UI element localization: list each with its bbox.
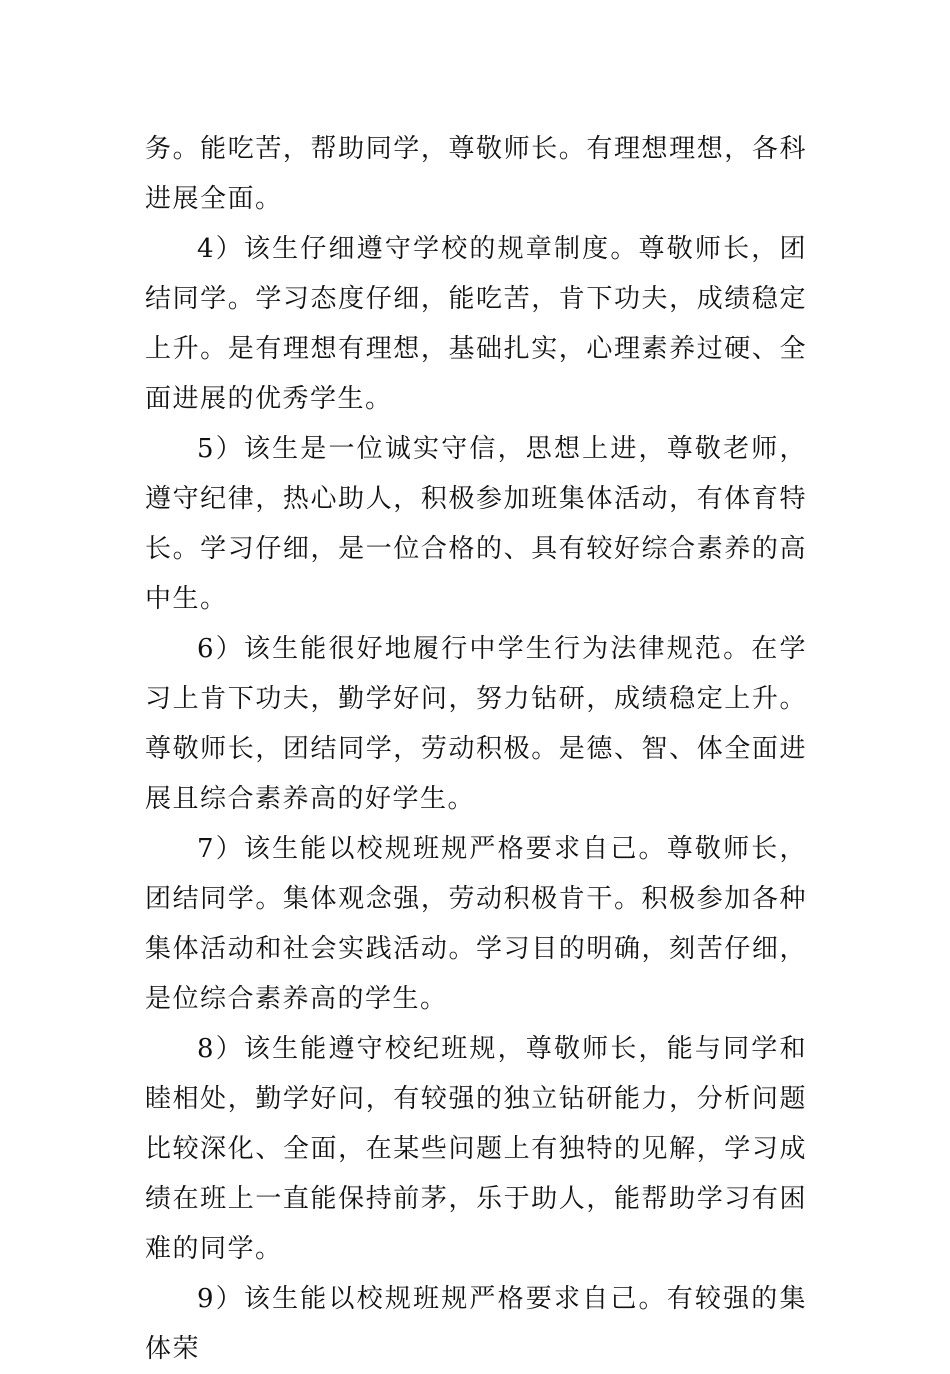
- paragraph-item-8: 8）该生能遵守校纪班规，尊敬师长，能与同学和睦相处，勤学好问，有较强的独立钻研能力，分析问题比较深化、全面，在某些问题上有独特的见解，学习成绩在班上一直能保持前茅，乐于助人，能帮助学习有困难的同学。: [145, 1034, 807, 1264]
- paragraph-item-4: 4）该生仔细遵守学校的规章制度。尊敬师长，团结同学。学习态度仔细，能吃苦，肯下功夫，成绩稳定上升。是有理想有理想，基础扎实，心理素养过硬、全面进展的优秀学生。: [145, 234, 807, 414]
- paragraph-item-9: 9）该生能以校规班规严格要求自己。有较强的集体荣: [145, 1284, 807, 1364]
- document-body: [145, 124, 807, 1374]
- paragraph-item-6: 6）该生能很好地履行中学生行为法律规范。在学习上肯下功夫，勤学好问，努力钻研，成绩稳定上升。尊敬师长，团结同学，劳动积极。是德、智、体全面进展且综合素养高的好学生。: [145, 634, 807, 814]
- paragraph-continuation: 务。能吃苦，帮助同学，尊敬师长。有理想理想，各科进展全面。: [145, 134, 807, 214]
- paragraph-item-7: 7）该生能以校规班规严格要求自己。尊敬师长，团结同学。集体观念强，劳动积极肯干。积极参加各种集体活动和社会实践活动。学习目的明确，刻苦仔细，是位综合素养高的学生。: [145, 834, 807, 1014]
- paragraph-item-5: 5）该生是一位诚实守信，思想上进，尊敬老师，遵守纪律，热心助人，积极参加班集体活动，有体育特长。学习仔细，是一位合格的、具有较好综合素养的高中生。: [145, 434, 807, 614]
